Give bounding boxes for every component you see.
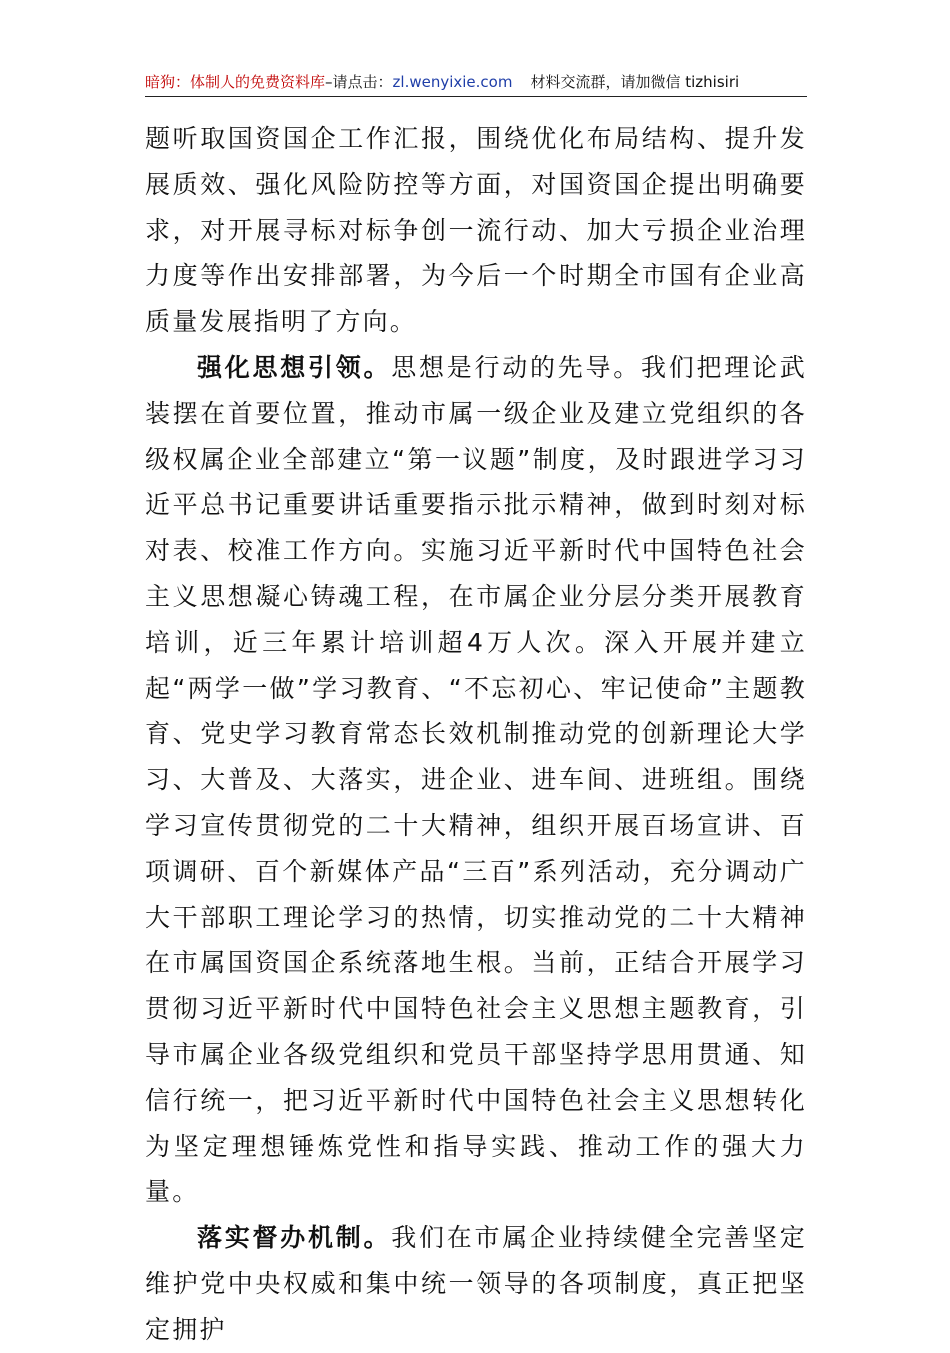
paragraph-heading: 强化思想引领。 [197,352,392,382]
paragraph-heading: 落实督办机制。 [197,1223,392,1253]
document-body [145,116,807,1353]
paragraph-text: 题听取国资国企工作汇报，围绕优化布局结构、提升发展质效、强化风险防控等方面，对国资国企提出明确要求，对开展寻标对标争创一流行动、加大亏损企业治理力度等作出安排部署，为今后一个时期全市国有企业高质量发展指明了方向。 [145,124,807,337]
paragraph-text: 我们在市属企业持续健全完善坚定维护党中央权威和集中统一领导的各项制度，真正把坚定拥护 [145,1223,807,1344]
header-divider [145,96,807,97]
paragraph-supervision-mechanism [145,1215,807,1352]
paragraph-continuation [145,116,807,345]
header-brand[interactable]: 暗狗：体制人的免费资料库 [145,73,326,91]
document-header [145,70,807,94]
header-prompt: –请点击： [325,73,393,91]
paragraph-ideological-guidance [145,345,807,1215]
header-url-link[interactable]: zl.wenyixie.com [392,73,513,91]
paragraph-text: 思想是行动的先导。我们把理论武装摆在首要位置，推动市属一级企业及建立党组织的各级权属企业全部建立“第一议题”制度，及时跟进学习习近平总书记重要讲话重要指示批示精神，做到时刻对标对表、校准工作方向。实施习近平新时代中国特色社会主义思想凝心铸魂工程，在市属企业分层分类开展教育培训，近三年累计培训超4万人次。深入开展并建立起“两学一做”学习教育、“不忘初心、牢记使命”主题教育、党史学习教育常态长效机制推动党的创新理论大学习、大普及、大落实，进企业、进车间、进班组。围绕学习宣传贯彻党的二十大精神，组织开展百场宣讲、百项调研、百个新媒体产品“三百”系列活动，充分调动广大干部职工理论学习的热情，切实推动党的二十大精神在市属国资国企系统落地生根。当前，正结合开展学习贯彻习近平新时代中国特色社会主义思想主题教育，引导市属企业各级党组织和党员干部坚持学思用贯通、知信行统一，把习近平新时代中国特色社会主义思想转化为坚定理想锤炼党性和指导实践、推动工作的强大力量。 [145,352,807,1207]
header-contact: 材料交流群，请加微信 tizhisiri [530,73,740,91]
